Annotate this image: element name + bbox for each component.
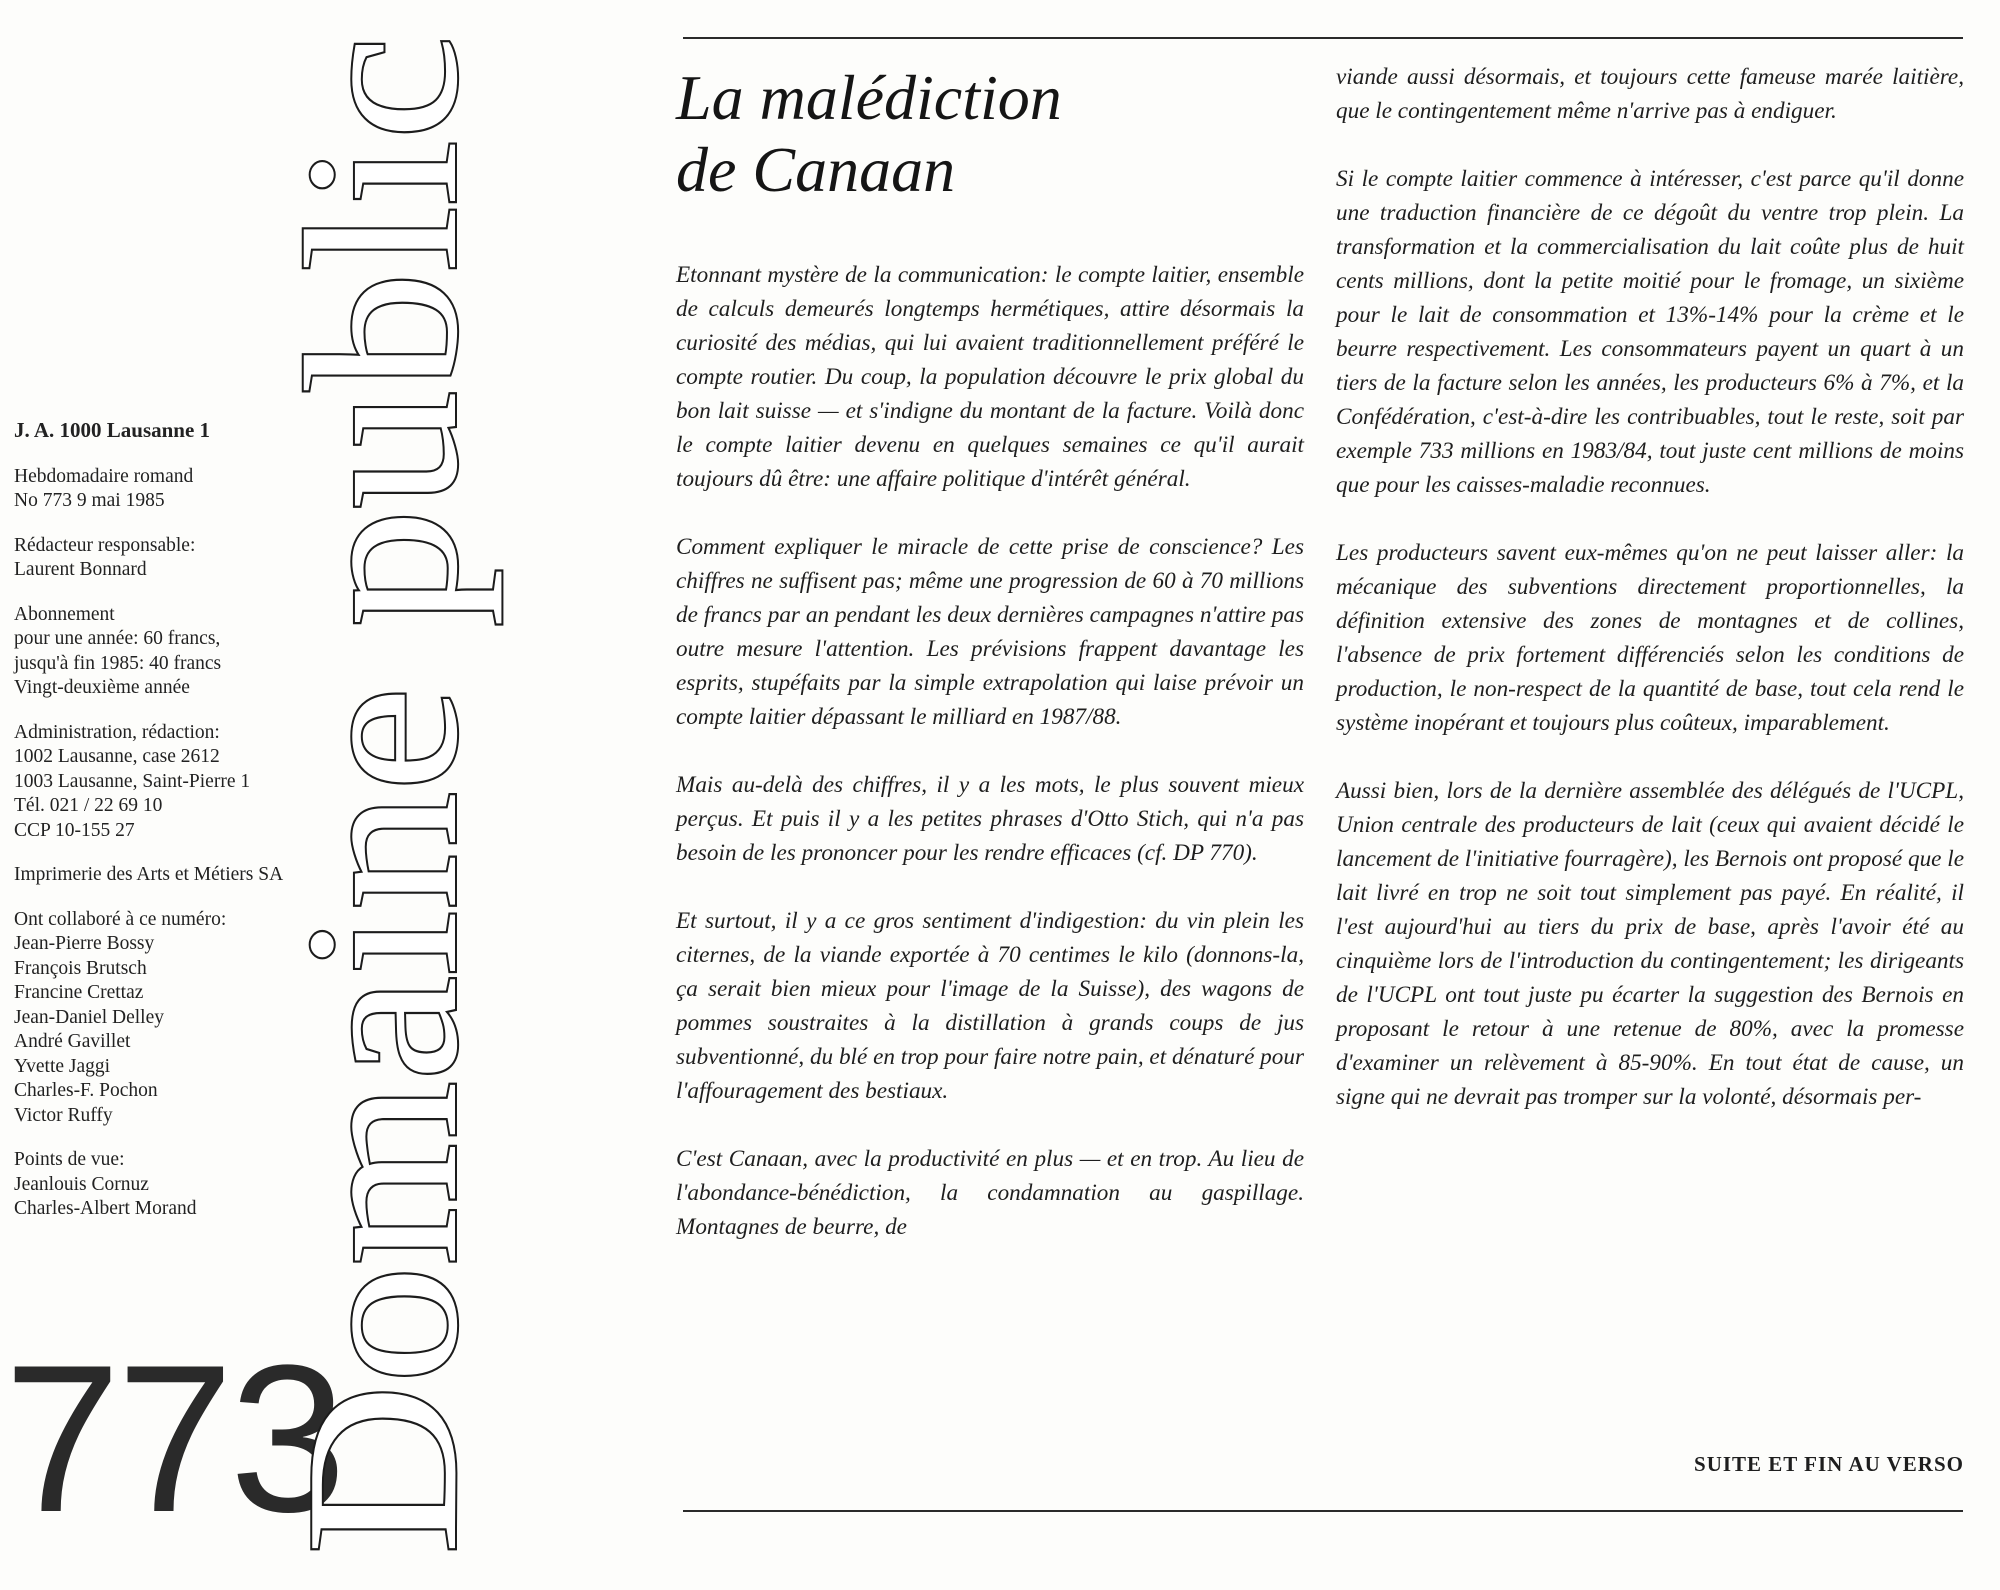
administration-line: Tél. 021 / 22 69 10: [14, 795, 163, 816]
subscription-line: Abonnement: [14, 603, 115, 625]
administration-line: 1003 Lausanne, Saint-Pierre 1: [14, 770, 251, 792]
administration-line: CCP 10-155 27: [14, 819, 135, 841]
contributor-name: Yvette Jaggi: [14, 1055, 111, 1077]
printer-name: Imprimerie des Arts et Métiers SA: [14, 864, 284, 885]
article-paragraph: viande aussi désormais, et toujours cette fameuse marée laitière, que le contingentement même n'arrive pas à endiguer.: [1336, 64, 1964, 124]
article-paragraph: Comment expliquer le miracle de cette prise de conscience? Les chiffres ne suffisent pas; même une progression de 60 à 70 millions de francs par an pendant les deux dernières campagnes n'attire pas outre mesure l'attention. Les prévisions frappent davantage les esprits, stupéfaits par la simple extrapolation qui laise prévoir un compte laitier dépassant le milliard en 1987/88.: [676, 534, 1304, 730]
viewpoint-author: Charles-Albert Morand: [14, 1198, 197, 1219]
contributor-name: Jean-Daniel Delley: [14, 1006, 164, 1028]
contributor-name: François Brutsch: [14, 957, 147, 979]
subscription-line: pour une année: 60 francs,: [14, 628, 221, 649]
article-paragraph: Si le compte laitier commence à intéresser, c'est parce qu'il donne une traduction financière de ce dégoût du ventre trop plein. La transformation et la commercialisation du lait coûte plus de huit cents millions, dont la petite moitié pour le fromage, un sixième pour le lait de consommation et 13%-14% pour la crème et le beurre respectivement. Les consommateurs payent un quart à un tiers de la facture selon les années, les producteurs 6% à 7%, et la Confédération, c'est-à-dire les contribuables, tout le reste, soit par exemple 733 millions en 1983/84, tout juste cent millions de moins que pour les caisses-maladie reconnues.: [1336, 166, 1964, 498]
contributor-name: André Gavillet: [14, 1031, 131, 1052]
headline-line: de Canaan: [676, 134, 956, 205]
contributors-label: Ont collaboré à ce numéro:: [14, 908, 227, 930]
contributor-name: Francine Crettaz: [14, 982, 144, 1003]
weekly-label: Hebdomadaire romand: [14, 465, 194, 487]
bottom-rule: [683, 1510, 1963, 1512]
publication-title-text: Domaine public: [262, 156, 503, 1555]
continued-notice: SUITE ET FIN AU VERSO: [1694, 1452, 1964, 1476]
headline-line: La malédiction: [676, 62, 1062, 133]
article-column-2: [1336, 60, 1964, 1114]
postal-code: J. A. 1000 Lausanne 1: [14, 418, 211, 442]
subscription-line: Vingt-deuxième année: [14, 677, 190, 698]
editor-label: Rédacteur responsable:: [14, 534, 196, 556]
contributor-name: Charles-F. Pochon: [14, 1080, 158, 1101]
article-paragraph: Mais au-delà des chiffres, il y a les mots, le plus souvent mieux perçus. Et puis il y a les petites phrases d'Otto Stich, qui n'a pas besoin de les prononcer pour les rendre efficaces (cf. DP 770).: [676, 772, 1304, 866]
issue-date: No 773 9 mai 1985: [14, 490, 165, 511]
administration-line: 1002 Lausanne, case 2612: [14, 746, 220, 767]
top-rule: [683, 37, 1963, 39]
article-paragraph: Et surtout, il y a ce gros sentiment d'indigestion: du vin plein les citernes, de la viande exportée à 70 centimes le kilo (donnons-la, ça serait bien mieux pour l'image de la Suisse), des wagons de pommes soustraites à la distillation à grands coups de jus subventionné, du blé en trop pour faire notre pain, et dénaturé pour l'affouragement des bestiaux.: [676, 908, 1304, 1104]
article-paragraph: Aussi bien, lors de la dernière assemblée des délégués de l'UCPL, Union centrale des producteurs de lait (ceux qui avaient décidé le lancement de l'initiative fourragère), les Bernois ont proposé que le lait livré en trop ne soit tout simplement pas payé. En réalité, il l'est aujourd'hui au tiers du prix de base, après l'avoir été au cinquième lors de l'introduction du contingentement; les dirigeants de l'UCPL ont tout juste pu écarter la suggestion des Bernois en proposant le retour à une retenue de 80%, avec la promesse d'examiner un relèvement à 85-90%. En tout état de cause, un signe qui ne devrait pas tromper sur la volonté, désormais per-: [1336, 778, 1964, 1110]
issue-number: 773: [4, 1321, 343, 1556]
viewpoints-label: Points de vue:: [14, 1149, 125, 1170]
contributor-name: Victor Ruffy: [14, 1104, 113, 1126]
editor-name: Laurent Bonnard: [14, 559, 147, 580]
administration-line: Administration, rédaction:: [14, 721, 220, 743]
article-column-1: [676, 258, 1304, 1244]
article-paragraph: Les producteurs savent eux-mêmes qu'on ne peut laisser aller: la mécanique des subventions directement proportionnelles, la définition extensive des zones de montagnes et de collines, l'absence de prix fortement différenciés selon les conditions de production, le non-respect de la quantité de base, tout cela rend le système inopérant et toujours plus coûteux, imparablement.: [1336, 540, 1964, 736]
article-paragraph: C'est Canaan, avec la productivité en plus — et en trop. Au lieu de l'abondance-bénédiction, la condamnation au gaspillage. Montagnes de beurre, de: [676, 1146, 1304, 1240]
subscription-line: jusqu'à fin 1985: 40 francs: [14, 652, 222, 674]
article-paragraph: Etonnant mystère de la communication: le compte laitier, ensemble de calculs demeurés longtemps hermétiques, attire désormais la curiosité des médias, qui lui avaient traditionnellement préféré le compte routier. Du coup, la population découvre le prix global du bon lait suisse — et s'indigne du montant de la facture. Voilà donc le compte laitier devenu en quelques semaines ce qu'il aurait toujours dû être: une affaire politique d'intérêt général.: [676, 262, 1304, 492]
viewpoint-author: Jeanlouis Cornuz: [14, 1173, 149, 1195]
contributor-name: Jean-Pierre Bossy: [14, 933, 155, 954]
article-headline: [676, 62, 1316, 206]
publication-title: [262, 35, 503, 1555]
publication-title-graphic: [262, 35, 503, 1555]
